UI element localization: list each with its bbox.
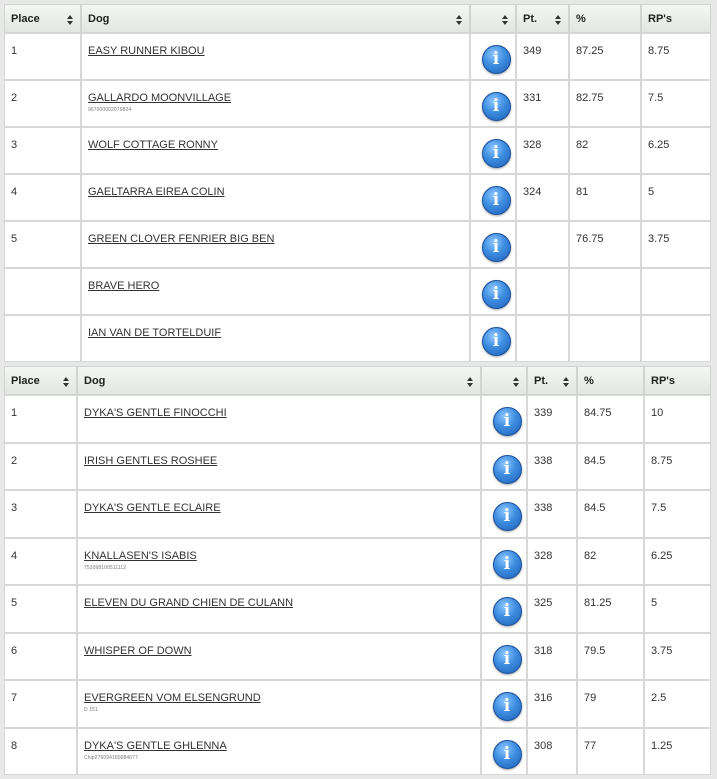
table-body xyxy=(4,395,711,775)
dog-name-link[interactable]: ELEVEN DU GRAND CHIEN DE CULANN xyxy=(84,597,294,609)
points-cell xyxy=(516,268,569,315)
points-value: 328 xyxy=(534,549,553,562)
points-value: 331 xyxy=(523,92,542,104)
rps-value: 6.25 xyxy=(651,549,673,562)
place-value: 5 xyxy=(11,233,18,245)
rps-cell xyxy=(644,680,711,728)
points-value: 316 xyxy=(534,692,553,704)
dog-name-link[interactable]: DYKA'S GENTLE GHLENNA xyxy=(84,739,227,752)
place-cell xyxy=(4,268,81,315)
points-cell xyxy=(527,443,577,491)
info-icon[interactable] xyxy=(482,233,511,262)
dog-cell xyxy=(77,395,481,443)
dog-name-link[interactable]: WHISPER OF DOWN xyxy=(84,644,192,657)
place-cell xyxy=(4,680,77,728)
points-cell xyxy=(527,680,577,728)
rps-cell xyxy=(644,633,711,681)
table-row xyxy=(4,680,711,728)
column-header-label: Dog xyxy=(84,374,106,387)
info-icon[interactable] xyxy=(482,186,511,215)
dog-cell xyxy=(77,490,481,538)
place-cell xyxy=(4,443,77,491)
info-icon[interactable] xyxy=(493,692,522,721)
points-value: 338 xyxy=(534,454,553,467)
rps-value: 5 xyxy=(651,597,658,609)
rps-value: 10 xyxy=(651,407,664,419)
dog-name-link[interactable]: DYKA'S GENTLE ECLAIRE xyxy=(84,502,221,514)
dog-cell xyxy=(81,174,470,221)
table-row xyxy=(4,174,711,221)
place-cell xyxy=(4,127,81,174)
info-icon[interactable] xyxy=(482,280,511,309)
points-value: 318 xyxy=(534,644,553,657)
dog-cell xyxy=(77,680,481,728)
info-icon[interactable] xyxy=(493,597,522,626)
info-icon-glyph: i xyxy=(492,331,500,351)
info-cell xyxy=(470,268,516,315)
info-icon-glyph: i xyxy=(503,411,511,431)
dog-cell xyxy=(81,33,470,80)
place-cell xyxy=(4,395,77,443)
column-header-label: Pt. xyxy=(523,12,538,25)
chip-number: D 151 xyxy=(84,707,98,713)
points-cell xyxy=(516,80,569,127)
percent-cell xyxy=(577,633,644,681)
column-header-place[interactable] xyxy=(4,366,77,395)
info-icon-glyph: i xyxy=(503,696,511,716)
table-row xyxy=(4,315,711,362)
rps-cell xyxy=(641,315,711,362)
percent-cell xyxy=(569,33,641,80)
column-header-label: Pt. xyxy=(534,374,549,387)
percent-value: 82 xyxy=(584,549,597,562)
place-cell xyxy=(4,633,77,681)
percent-value: 84.5 xyxy=(584,454,606,467)
info-cell xyxy=(470,33,516,80)
column-header-dog[interactable] xyxy=(81,4,470,33)
rps-value: 6.25 xyxy=(648,139,670,151)
percent-cell xyxy=(569,127,641,174)
table-row xyxy=(4,33,711,80)
column-header-label: RP's xyxy=(651,374,676,387)
table-row xyxy=(4,395,711,443)
info-icon[interactable] xyxy=(493,645,522,674)
sort-arrows-icon[interactable] xyxy=(456,15,463,25)
percent-cell xyxy=(577,395,644,443)
info-cell xyxy=(481,443,527,491)
place-cell xyxy=(4,33,81,80)
column-header-percent xyxy=(569,4,641,33)
column-header-label: Place xyxy=(11,12,40,25)
rps-value: 3.75 xyxy=(648,233,670,245)
rps-cell xyxy=(644,585,711,633)
rps-cell xyxy=(641,127,711,174)
rps-cell xyxy=(644,538,711,586)
results-table-2 xyxy=(4,366,711,775)
table-row xyxy=(4,221,711,268)
rps-value: 8.75 xyxy=(648,45,670,57)
points-value: 339 xyxy=(534,407,553,419)
dog-cell xyxy=(81,221,470,268)
rps-value: 5 xyxy=(648,186,655,198)
info-cell xyxy=(470,221,516,268)
info-icon[interactable] xyxy=(482,327,511,356)
points-value: 308 xyxy=(534,739,553,752)
points-cell xyxy=(516,33,569,80)
dog-name-link[interactable]: GALLARDO MOONVILLAGE xyxy=(88,92,232,104)
points-cell xyxy=(527,585,577,633)
info-icon-glyph: i xyxy=(492,190,500,210)
percent-cell xyxy=(577,728,644,776)
info-icon-glyph: i xyxy=(492,49,500,69)
table-row xyxy=(4,80,711,127)
place-cell xyxy=(4,315,81,362)
points-value: 338 xyxy=(534,502,553,514)
info-icon-glyph: i xyxy=(503,648,511,669)
percent-value: 84.5 xyxy=(584,502,606,514)
info-icon-glyph: i xyxy=(503,506,511,526)
points-cell xyxy=(516,127,569,174)
points-cell xyxy=(527,490,577,538)
info-cell xyxy=(481,680,527,728)
info-icon[interactable] xyxy=(493,740,522,769)
chip-number: 967000002079824 xyxy=(88,107,132,113)
info-cell xyxy=(470,315,516,362)
rps-cell xyxy=(644,490,711,538)
info-icon-glyph: i xyxy=(492,96,500,116)
place-value: 2 xyxy=(11,454,18,467)
column-header-info[interactable] xyxy=(481,366,527,395)
info-icon[interactable] xyxy=(493,502,522,531)
place-value: 1 xyxy=(11,407,18,419)
dog-cell xyxy=(77,538,481,586)
table-row xyxy=(4,443,711,491)
column-header-rps xyxy=(641,4,711,33)
place-cell xyxy=(4,490,77,538)
percent-cell xyxy=(569,221,641,268)
dog-name-link[interactable]: GAELTARRA EIREA COLIN xyxy=(88,186,225,198)
info-icon[interactable] xyxy=(493,455,522,484)
column-header-info[interactable] xyxy=(470,4,516,33)
percent-cell xyxy=(569,80,641,127)
percent-cell xyxy=(577,538,644,586)
dog-cell xyxy=(81,80,470,127)
percent-value: 76.75 xyxy=(576,233,604,245)
rps-value: 7.5 xyxy=(648,92,664,104)
info-cell xyxy=(470,80,516,127)
percent-cell xyxy=(577,680,644,728)
place-value: 7 xyxy=(11,692,18,704)
place-cell xyxy=(4,80,81,127)
place-value: 2 xyxy=(11,92,18,104)
dog-name-link[interactable]: IAN VAN DE TORTELDUIF xyxy=(88,327,222,339)
rps-value: 7.5 xyxy=(651,502,667,514)
dog-name-link[interactable]: DYKA'S GENTLE FINOCCHI xyxy=(84,407,227,419)
info-cell xyxy=(481,633,527,681)
info-icon-glyph: i xyxy=(503,553,511,574)
column-header-label: Place xyxy=(11,374,40,387)
percent-value: 79.5 xyxy=(584,644,606,657)
table-row xyxy=(4,268,711,315)
column-header-points[interactable] xyxy=(527,366,577,395)
percent-cell xyxy=(577,490,644,538)
rps-cell xyxy=(641,33,711,80)
rps-cell xyxy=(641,221,711,268)
info-cell xyxy=(481,490,527,538)
points-value: 324 xyxy=(523,186,542,198)
rps-cell xyxy=(644,728,711,776)
column-header-label: RP's xyxy=(648,12,673,25)
column-header-points[interactable] xyxy=(516,4,569,33)
percent-value: 87.25 xyxy=(576,45,604,57)
place-value: 6 xyxy=(11,644,18,657)
percent-cell xyxy=(577,443,644,491)
sort-arrows-icon[interactable] xyxy=(502,15,509,25)
column-header-label: % xyxy=(584,374,594,387)
dog-name-link[interactable]: KNALLASEN'S ISABIS xyxy=(84,549,197,562)
points-cell xyxy=(527,728,577,776)
place-value: 8 xyxy=(11,739,18,752)
table-body xyxy=(4,33,711,362)
info-cell xyxy=(481,538,527,586)
sort-arrows-icon[interactable] xyxy=(467,377,474,387)
info-icon[interactable] xyxy=(482,92,511,121)
place-value: 4 xyxy=(11,549,18,562)
info-icon-glyph: i xyxy=(503,601,511,621)
info-cell xyxy=(470,127,516,174)
percent-value: 81.25 xyxy=(584,597,612,609)
dog-cell xyxy=(81,268,470,315)
dog-cell xyxy=(77,585,481,633)
percent-cell xyxy=(569,174,641,221)
percent-value: 79 xyxy=(584,692,597,704)
percent-cell xyxy=(569,268,641,315)
table-header-row xyxy=(4,4,711,33)
place-value: 5 xyxy=(11,597,18,609)
chip-number: 752098100511112 xyxy=(84,564,127,571)
info-cell xyxy=(481,585,527,633)
sort-arrows-icon[interactable] xyxy=(67,15,74,25)
table-row xyxy=(4,127,711,174)
info-icon[interactable] xyxy=(493,407,522,436)
rps-value: 8.75 xyxy=(651,454,673,467)
rps-cell xyxy=(644,443,711,491)
rps-value: 2.5 xyxy=(651,692,667,704)
place-cell xyxy=(4,728,77,776)
info-icon-glyph: i xyxy=(492,237,500,257)
percent-cell xyxy=(577,585,644,633)
info-cell xyxy=(470,174,516,221)
column-header-label: Dog xyxy=(88,12,110,25)
points-cell xyxy=(516,174,569,221)
dog-name-link[interactable]: BRAVE HERO xyxy=(88,280,160,292)
dog-name-link[interactable]: WOLF COTTAGE RONNY xyxy=(88,139,218,151)
column-header-place[interactable] xyxy=(4,4,81,33)
sort-arrows-icon[interactable] xyxy=(513,377,520,387)
points-cell xyxy=(527,633,577,681)
place-value: 4 xyxy=(11,186,18,198)
percent-cell xyxy=(569,315,641,362)
rps-value: 3.75 xyxy=(651,644,673,657)
dog-name-link[interactable]: EASY RUNNER KIBOU xyxy=(88,45,205,57)
rps-cell xyxy=(641,268,711,315)
place-cell xyxy=(4,174,81,221)
percent-value: 81 xyxy=(576,186,589,198)
info-icon-glyph: i xyxy=(492,284,500,304)
column-header-rps xyxy=(644,366,711,395)
column-header-percent xyxy=(577,366,644,395)
dog-cell xyxy=(81,127,470,174)
table-row xyxy=(4,538,711,586)
percent-value: 82 xyxy=(576,139,589,151)
table-row xyxy=(4,490,711,538)
place-cell xyxy=(4,538,77,586)
info-icon[interactable] xyxy=(493,550,522,579)
sort-arrows-icon[interactable] xyxy=(563,377,570,387)
info-icon-glyph: i xyxy=(492,143,500,163)
dog-name-link[interactable]: IRISH GENTLES ROSHEE xyxy=(84,454,218,467)
place-value: 3 xyxy=(11,139,18,151)
table-row xyxy=(4,728,711,776)
points-cell xyxy=(527,538,577,586)
percent-value: 77 xyxy=(584,739,597,752)
place-cell xyxy=(4,585,77,633)
points-value: 349 xyxy=(523,45,542,57)
dog-cell xyxy=(81,315,470,362)
rps-cell xyxy=(641,174,711,221)
table-row xyxy=(4,633,711,681)
chip-number: Chip276094180084677 xyxy=(84,754,138,761)
info-cell xyxy=(481,395,527,443)
dog-cell xyxy=(77,633,481,681)
sort-arrows-icon[interactable] xyxy=(63,377,70,387)
percent-value: 82.75 xyxy=(576,92,604,104)
dog-name-link[interactable]: GREEN CLOVER FENRIER BIG BEN xyxy=(88,233,275,245)
table-row xyxy=(4,585,711,633)
dog-cell xyxy=(77,728,481,776)
dog-name-link[interactable]: EVERGREEN VOM ELSENGRUND xyxy=(84,692,261,704)
points-cell xyxy=(516,315,569,362)
info-icon-glyph: i xyxy=(503,743,511,764)
place-value: 3 xyxy=(11,502,18,514)
dog-cell xyxy=(77,443,481,491)
info-cell xyxy=(481,728,527,776)
column-header-dog[interactable] xyxy=(77,366,481,395)
rps-cell xyxy=(644,395,711,443)
rps-value: 1.25 xyxy=(651,739,673,752)
place-cell xyxy=(4,221,81,268)
info-icon[interactable] xyxy=(482,45,511,74)
place-value: 1 xyxy=(11,45,18,57)
percent-value: 84.75 xyxy=(584,407,612,419)
points-value: 328 xyxy=(523,139,542,151)
points-cell xyxy=(516,221,569,268)
results-table-1 xyxy=(4,4,711,362)
sort-arrows-icon[interactable] xyxy=(555,15,562,25)
info-icon-glyph: i xyxy=(503,458,511,479)
rps-cell xyxy=(641,80,711,127)
points-cell xyxy=(527,395,577,443)
table-header-row xyxy=(4,366,711,395)
info-icon[interactable] xyxy=(482,139,511,168)
points-value: 325 xyxy=(534,597,553,609)
column-header-label: % xyxy=(576,12,586,25)
